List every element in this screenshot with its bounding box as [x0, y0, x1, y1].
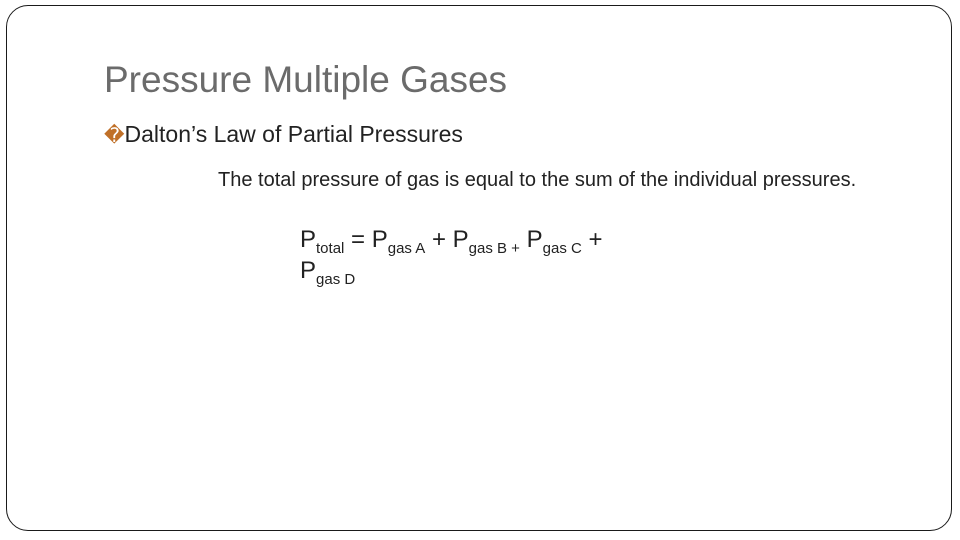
bullet-item: [104, 122, 463, 147]
subscript-gas-d: gas D: [316, 271, 356, 289]
p-symbol: P: [526, 226, 543, 253]
p-symbol: P: [300, 226, 317, 253]
bullet-icon: �: [104, 123, 125, 147]
p-symbol: P: [452, 226, 469, 253]
equation-line-2: [300, 255, 603, 289]
plus-sign: +: [425, 226, 453, 253]
plus-sign-end: +: [581, 226, 603, 253]
dalton-equation: [300, 224, 603, 289]
slide-title: Pressure Multiple Gases: [104, 59, 508, 100]
bullet-text: Dalton’s Law of Partial Pressures: [124, 121, 463, 147]
subscript-gas-b: gas B +: [468, 240, 520, 257]
p-symbol: P: [300, 257, 317, 285]
subscript-total: total: [316, 240, 345, 257]
subscript-gas-a: gas A: [387, 240, 426, 257]
sub-bullet-text: The total pressure of gas is equal to the sum of the individual pressures.: [218, 169, 857, 191]
equation-line-1: [300, 224, 603, 255]
p-symbol: P: [371, 226, 388, 253]
subscript-gas-c: gas C: [542, 240, 582, 257]
equals-sign: =: [344, 226, 372, 253]
